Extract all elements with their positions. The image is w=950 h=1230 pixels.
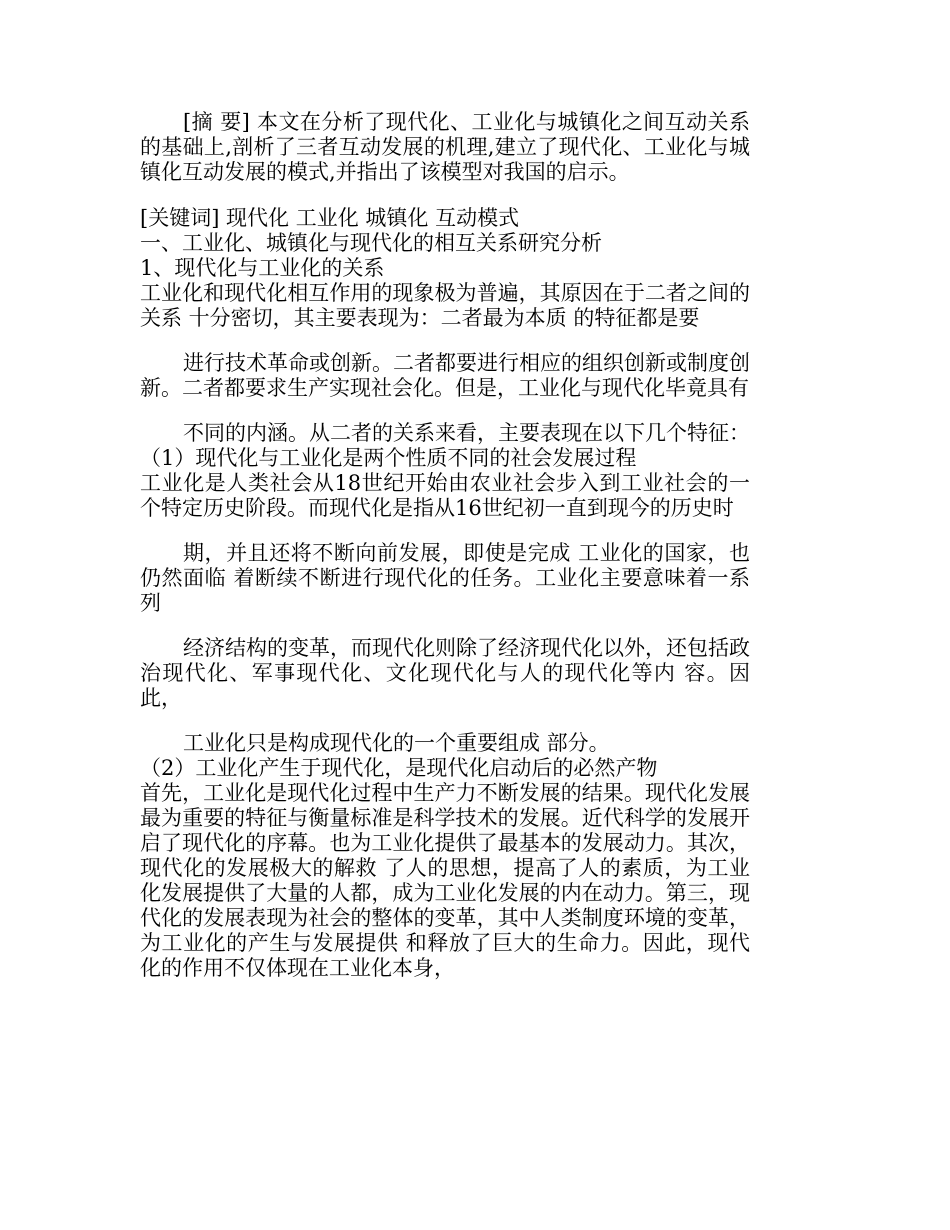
body-paragraph-8: 首先，工业化是现代化过程中生产力不断发展的结果。现代化发展最为重要的特征与衡量标准是科学技术的发展。近代科学的发展开启了现代化的序幕。也为工业化提供了最基本的发展动力。其次，现代化的发展极大的解救 了人的思想，提高了人的素质，为工业化发展提供了大量的人都，成为工业化发展的内在动力。第三，现代化的发展表现为社会的整体的变革，其中人类制度环境的变革，为工业化的产生与发展提供 和释放了巨大的生命力。因此，现代化的作用不仅体现在工业化本身， [140, 781, 750, 980]
point-2-heading: （2）工业化产生于现代化，是现代化启动后的必然产物 [140, 756, 658, 780]
section-heading: 一、工业化、城镇化与现代化的相互关系研究分析 [140, 231, 602, 255]
body-paragraph-3: 不同的内涵。从二者的关系来看，主要表现在以下几个特征： [183, 421, 750, 445]
point-1-heading: （1）现代化与工业化是两个性质不同的社会发展过程 [140, 446, 637, 470]
subsection-heading: 1、现代化与工业化的关系 [140, 256, 385, 280]
body-paragraph-6: 经济结构的变革，而现代化则除了经济现代化以外，还包括政治现代化、军事现代化、文化现代化与人的现代化等内 容。因此， [140, 636, 750, 710]
body-paragraph-5: 期，并且还将不断向前发展，即使是完成 工业化的国家，也仍然面临 着断续不断进行现代化的任务。工业化主要意味着一系列 [140, 541, 750, 615]
keywords-line: [关键词] 现代化 工业化 城镇化 互动模式 [140, 206, 520, 230]
document-page [140, 110, 750, 981]
body-paragraph-1: 工业化和现代化相互作用的现象极为普遍，其原因在于二者之间的关系 十分密切，其主要表现为：二者最为本质 的特征都是要 [140, 281, 750, 330]
body-paragraph-2: 进行技术革命或创新。二者都要进行相应的组织创新或制度创新。二者都要求生产实现社会化。但是，工业化与现代化毕竟具有 [140, 351, 750, 400]
body-paragraph-7: 工业化只是构成现代化的一个重要组成 部分。 [183, 731, 610, 755]
abstract-paragraph: [摘 要] 本文在分析了现代化、工业化与城镇化之间互动关系的基础上,剖析了三者互动发展的机理,建立了现代化、工业化与城镇化互动发展的模式,并指出了该模型对我国的启示。 [140, 110, 750, 184]
body-paragraph-4: 工业化是人类社会从18世纪开始由农业社会步入到工业社会的一个特定历史阶段。而现代化是指从16世纪初一直到现今的历史时 [140, 471, 750, 520]
